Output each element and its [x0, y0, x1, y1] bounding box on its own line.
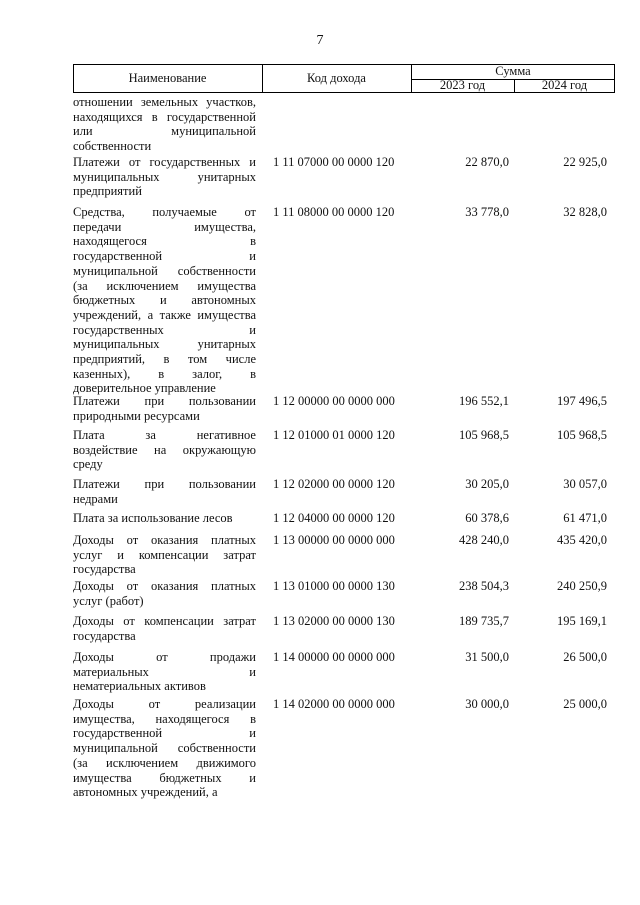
row-code: 1 12 01000 01 0000 120: [273, 428, 395, 442]
header-sum-col: Сумма: [411, 64, 615, 80]
row-name-line: государственной и: [73, 249, 256, 264]
header-name-col: Наименование: [73, 64, 263, 93]
row-name-line: нематериальных активов: [73, 679, 206, 694]
row-name-line: Плата за негативное: [73, 428, 256, 442]
row-value-2023: 105 968,5: [459, 428, 509, 442]
row-name-line: недрами: [73, 491, 118, 506]
row-name-line: (за исключением движимого: [73, 755, 256, 770]
row-value-2024: 197 496,5: [557, 394, 607, 408]
row-value-2024: 32 828,0: [563, 205, 607, 219]
row-name-line: Платежи при пользовании: [73, 394, 256, 408]
row-name-line: Платежи от государственных и: [73, 155, 256, 169]
row-name-line: услуг и компенсации затрат: [73, 547, 256, 562]
row-name-line: Средства, получаемые от: [73, 205, 256, 219]
row-code: 1 12 04000 00 0000 120: [273, 511, 395, 525]
row-code: 1 12 02000 00 0000 120: [273, 477, 395, 491]
row-name: [73, 205, 256, 396]
row-name-line: учреждений, а также имущества: [73, 307, 256, 322]
row-name-line: государства: [73, 562, 136, 577]
row-name-line: Доходы от продажи: [73, 650, 256, 664]
row-name-line: государственных и: [73, 322, 256, 337]
row-name: [73, 697, 256, 800]
row-code: 1 12 00000 00 0000 000: [273, 394, 395, 408]
row-name-line: муниципальных унитарных: [73, 337, 256, 352]
row-value-2024: 435 420,0: [557, 533, 607, 547]
row-value-2023: 60 378,6: [465, 511, 509, 525]
row-name-line: государственной и: [73, 726, 256, 741]
row-name-line: находящихся в государственной: [73, 109, 256, 124]
row-name-line: имущества, находящегося в: [73, 711, 256, 726]
row-name-line: или муниципальной: [73, 124, 256, 139]
row-name: [73, 533, 256, 577]
row-name-line: передачи имущества,: [73, 219, 256, 234]
row-name-line: предприятий, в том числе: [73, 352, 256, 367]
row-code: 1 14 00000 00 0000 000: [273, 650, 395, 664]
row-name: [73, 95, 256, 154]
row-value-2024: 61 471,0: [563, 511, 607, 525]
row-value-2023: 30 000,0: [465, 697, 509, 711]
row-name: [73, 511, 256, 526]
page-number: 7: [316, 33, 324, 48]
row-code: 1 11 08000 00 0000 120: [273, 205, 395, 219]
row-name-line: предприятий: [73, 184, 142, 199]
row-name-line: природными ресурсами: [73, 408, 200, 423]
row-value-2023: 30 205,0: [465, 477, 509, 491]
row-name: [73, 394, 256, 423]
row-name-line: материальных и: [73, 664, 256, 679]
row-value-2024: 240 250,9: [557, 579, 607, 593]
row-name-line: Плата за использование лесов: [73, 511, 233, 525]
row-name-line: муниципальных унитарных: [73, 169, 256, 184]
row-value-2023: 31 500,0: [465, 650, 509, 664]
row-name-line: имущества бюджетных и: [73, 770, 256, 785]
row-value-2023: 428 240,0: [459, 533, 509, 547]
row-name-line: муниципальной собственности: [73, 263, 256, 278]
row-name: [73, 428, 256, 472]
row-name-line: отношении земельных участков,: [73, 95, 256, 109]
row-code: 1 13 01000 00 0000 130: [273, 579, 395, 593]
row-value-2023: 33 778,0: [465, 205, 509, 219]
row-name: [73, 650, 256, 694]
row-value-2023: 238 504,3: [459, 579, 509, 593]
row-name-line: услуг (работ): [73, 593, 144, 608]
row-value-2023: 196 552,1: [459, 394, 509, 408]
row-name-line: собственности: [73, 139, 152, 154]
row-value-2023: 22 870,0: [465, 155, 509, 169]
row-name-line: Доходы от оказания платных: [73, 533, 256, 547]
row-code: 1 11 07000 00 0000 120: [273, 155, 395, 169]
header-year-2023: 2023 год: [411, 79, 515, 93]
row-code: 1 13 02000 00 0000 130: [273, 614, 395, 628]
row-value-2024: 22 925,0: [563, 155, 607, 169]
row-name: [73, 579, 256, 608]
row-name-line: казенных), в залог, в: [73, 366, 256, 381]
row-name: [73, 155, 256, 199]
row-name-line: среду: [73, 457, 103, 472]
header-code-col: Код дохода: [262, 64, 412, 93]
header-year-2024: 2024 год: [514, 79, 615, 93]
row-name: [73, 477, 256, 506]
row-value-2024: 25 000,0: [563, 697, 607, 711]
row-name-line: доверительное управление: [73, 381, 216, 396]
row-code: 1 14 02000 00 0000 000: [273, 697, 395, 711]
row-name-line: государства: [73, 628, 136, 643]
row-value-2024: 26 500,0: [563, 650, 607, 664]
row-name: [73, 614, 256, 643]
row-code: 1 13 00000 00 0000 000: [273, 533, 395, 547]
row-name-line: муниципальной собственности: [73, 741, 256, 756]
row-name-line: автономных учреждений, а: [73, 785, 218, 800]
row-name-line: находящегося в: [73, 234, 256, 249]
row-value-2024: 195 169,1: [557, 614, 607, 628]
row-name-line: бюджетных и автономных: [73, 293, 256, 308]
row-value-2024: 105 968,5: [557, 428, 607, 442]
row-name-line: воздействие на окружающую: [73, 442, 256, 457]
row-name-line: Платежи при пользовании: [73, 477, 256, 491]
row-value-2024: 30 057,0: [563, 477, 607, 491]
row-value-2023: 189 735,7: [459, 614, 509, 628]
row-name-line: Доходы от компенсации затрат: [73, 614, 256, 628]
row-name-line: Доходы от оказания платных: [73, 579, 256, 593]
row-name-line: (за исключением имущества: [73, 278, 256, 293]
row-name-line: Доходы от реализации: [73, 697, 256, 711]
